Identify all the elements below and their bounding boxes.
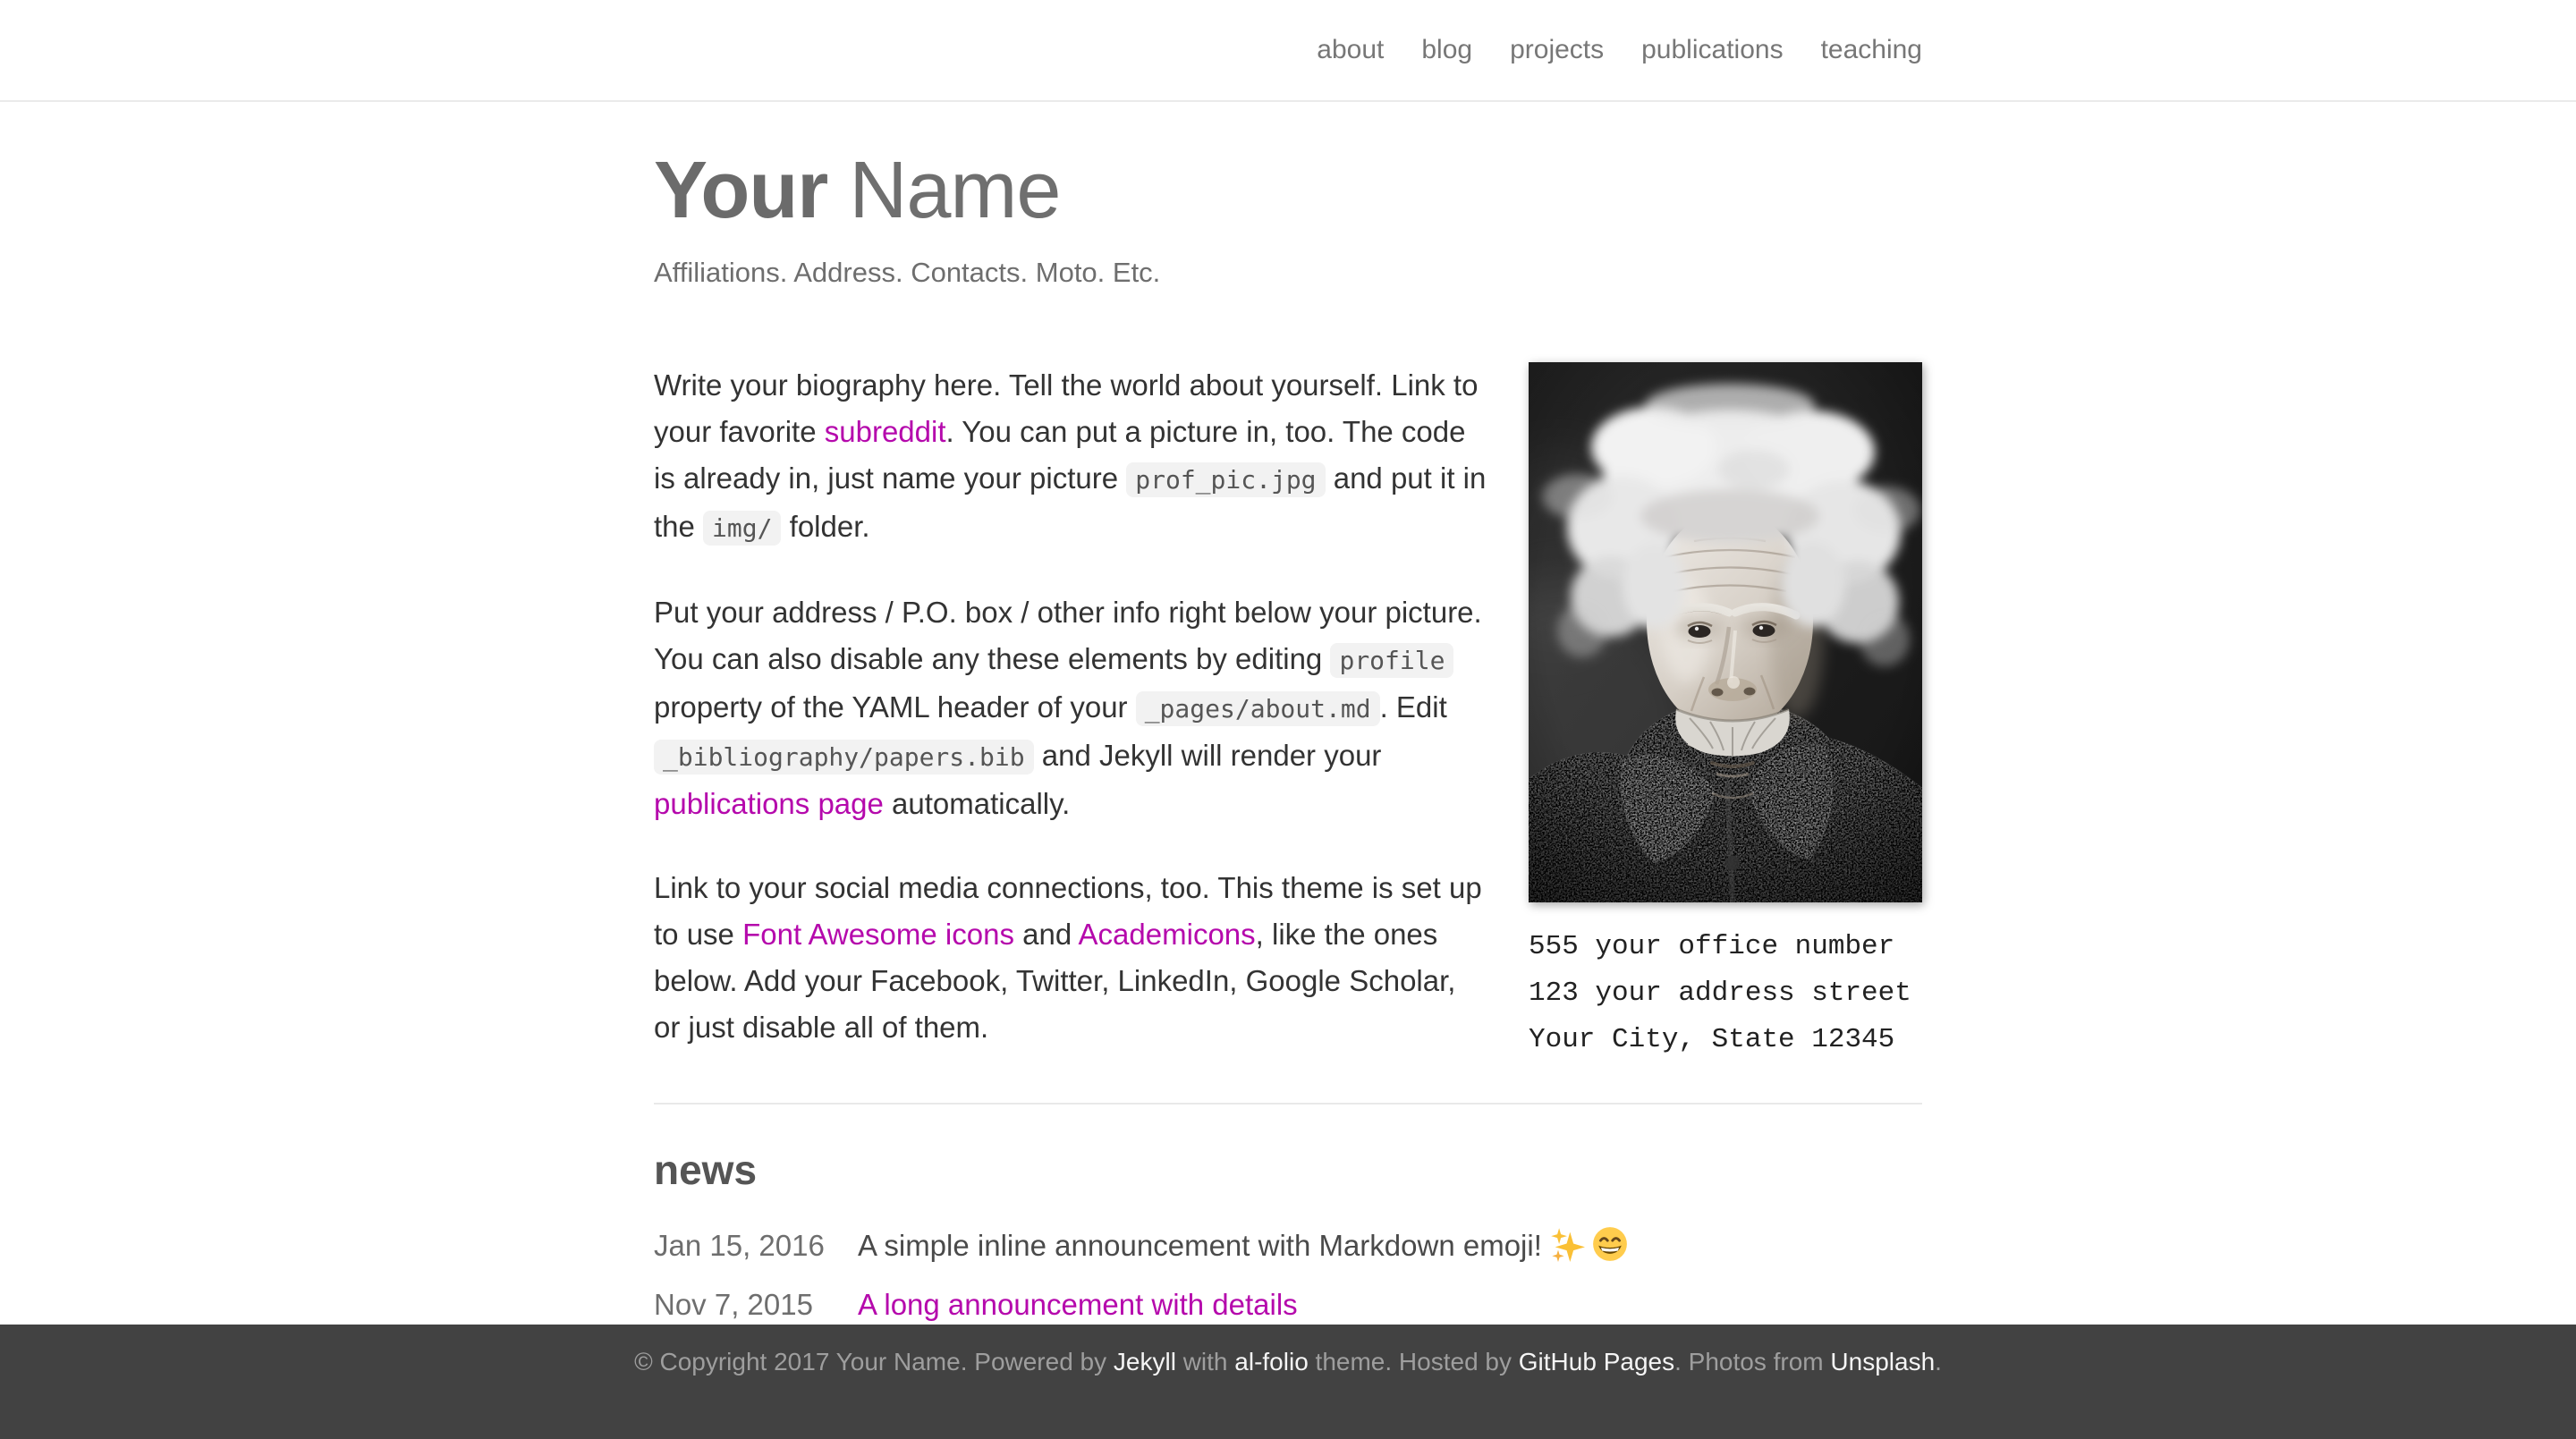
navbar-links bbox=[654, 35, 1922, 65]
top-navbar bbox=[0, 0, 2576, 102]
bio-text-segment: and Jekyll will render your bbox=[1033, 738, 1382, 772]
section-divider bbox=[654, 1103, 1922, 1105]
bio-text-segment: Write your biography here. Tell the world about yourself. Link to your favorite bbox=[654, 368, 1479, 448]
font-awesome-link[interactable]: Font Awesome icons bbox=[742, 917, 1014, 951]
bio-text-segment: and put it in the bbox=[654, 461, 1487, 543]
page-title-last: Name bbox=[849, 146, 1061, 235]
bio-text-segment: automatically. bbox=[883, 786, 1071, 820]
github-pages-link[interactable]: GitHub Pages bbox=[1518, 1348, 1675, 1376]
page-title bbox=[654, 148, 1922, 233]
smile-emoji bbox=[1592, 1226, 1628, 1262]
footer-text-segment: theme. Hosted by bbox=[1308, 1348, 1519, 1376]
biography bbox=[654, 362, 1529, 1063]
news-announcement bbox=[858, 1285, 1298, 1325]
news-row bbox=[654, 1285, 1922, 1325]
nav-link-teaching[interactable]: teaching bbox=[1820, 35, 1922, 64]
news-heading: news bbox=[654, 1146, 758, 1193]
code-img-folder: img/ bbox=[703, 511, 781, 546]
contact-address bbox=[1529, 924, 1922, 1063]
bio-section bbox=[654, 362, 1922, 1063]
jekyll-link[interactable]: Jekyll bbox=[1113, 1348, 1176, 1376]
footer-text-segment: © Copyright 2017 Your Name. Powered by bbox=[634, 1348, 1114, 1376]
nav-link-publications[interactable]: publications bbox=[1641, 35, 1784, 64]
tagline: Affiliations. Address. Contacts. Moto. Etc. bbox=[654, 256, 1161, 288]
news-announcement bbox=[858, 1226, 1628, 1265]
bio-text-segment: and bbox=[1013, 917, 1079, 951]
bio-paragraph-1 bbox=[654, 362, 1487, 552]
news-announcement-text: A simple inline announcement with Markdown emoji! bbox=[858, 1229, 1542, 1263]
bio-text-segment: Link to your social media connections, too. This theme is set up to use bbox=[654, 870, 1482, 951]
code-papers-bib: _bibliography/papers.bib bbox=[654, 740, 1034, 775]
al-folio-link[interactable]: al-folio bbox=[1234, 1348, 1309, 1376]
news-table bbox=[654, 1226, 1922, 1325]
news-announcement-link[interactable]: A long announcement with details bbox=[858, 1288, 1298, 1322]
news-date: Nov 7, 2015 bbox=[654, 1288, 813, 1322]
address-line: Your City, State 12345 bbox=[1529, 1023, 1895, 1055]
subreddit-link[interactable]: subreddit bbox=[824, 414, 946, 448]
copyright-text bbox=[0, 1348, 2576, 1376]
nav-link-projects[interactable]: projects bbox=[1510, 35, 1605, 64]
bio-text-segment: , like the ones below. Add your Facebook, Twitter, LinkedIn, Google Scholar, or just disable all of them. bbox=[654, 917, 1456, 1044]
unsplash-link[interactable]: Unsplash bbox=[1830, 1348, 1936, 1376]
news-date: Jan 15, 2016 bbox=[654, 1229, 825, 1263]
bio-text-segment: . You can put a picture in, too. The code is already in, just name your picture bbox=[654, 414, 1466, 495]
footer-text-segment: . bbox=[1935, 1348, 1942, 1376]
publications-page-link[interactable]: publications page bbox=[654, 786, 884, 820]
code-prof-pic: prof_pic.jpg bbox=[1126, 462, 1325, 497]
bio-paragraph-3 bbox=[654, 865, 1487, 1051]
page-title-first: Your bbox=[654, 146, 828, 235]
site-footer bbox=[0, 1325, 2576, 1439]
nav-link-about[interactable]: about bbox=[1317, 35, 1385, 64]
bio-text-segment: . Edit bbox=[1379, 690, 1447, 724]
news-row bbox=[654, 1226, 1922, 1265]
sparkles-emoji bbox=[1549, 1226, 1585, 1262]
address-line: 555 your office number bbox=[1529, 930, 1895, 962]
footer-text-segment: . Photos from bbox=[1674, 1348, 1831, 1376]
portrait-image bbox=[1529, 362, 1922, 902]
main-content bbox=[654, 148, 1922, 1325]
nav-link-blog[interactable]: blog bbox=[1421, 35, 1473, 64]
footer-text-segment: with bbox=[1175, 1348, 1235, 1376]
bio-paragraph-2 bbox=[654, 589, 1487, 827]
academicons-link[interactable]: Academicons bbox=[1078, 917, 1256, 951]
news-section bbox=[654, 1147, 1922, 1325]
bio-text-segment: folder. bbox=[781, 509, 870, 543]
profile-photo bbox=[1529, 362, 1922, 902]
bio-text-segment: property of the YAML header of your bbox=[654, 690, 1136, 724]
bio-text-segment: Put your address / P.O. box / other info right below your picture. You can also disable any these elements by editing bbox=[654, 595, 1482, 675]
code-profile: profile bbox=[1330, 643, 1453, 678]
address-line: 123 your address street bbox=[1529, 977, 1911, 1009]
code-about-md: _pages/about.md bbox=[1136, 691, 1380, 726]
profile-column bbox=[1529, 362, 1922, 1063]
